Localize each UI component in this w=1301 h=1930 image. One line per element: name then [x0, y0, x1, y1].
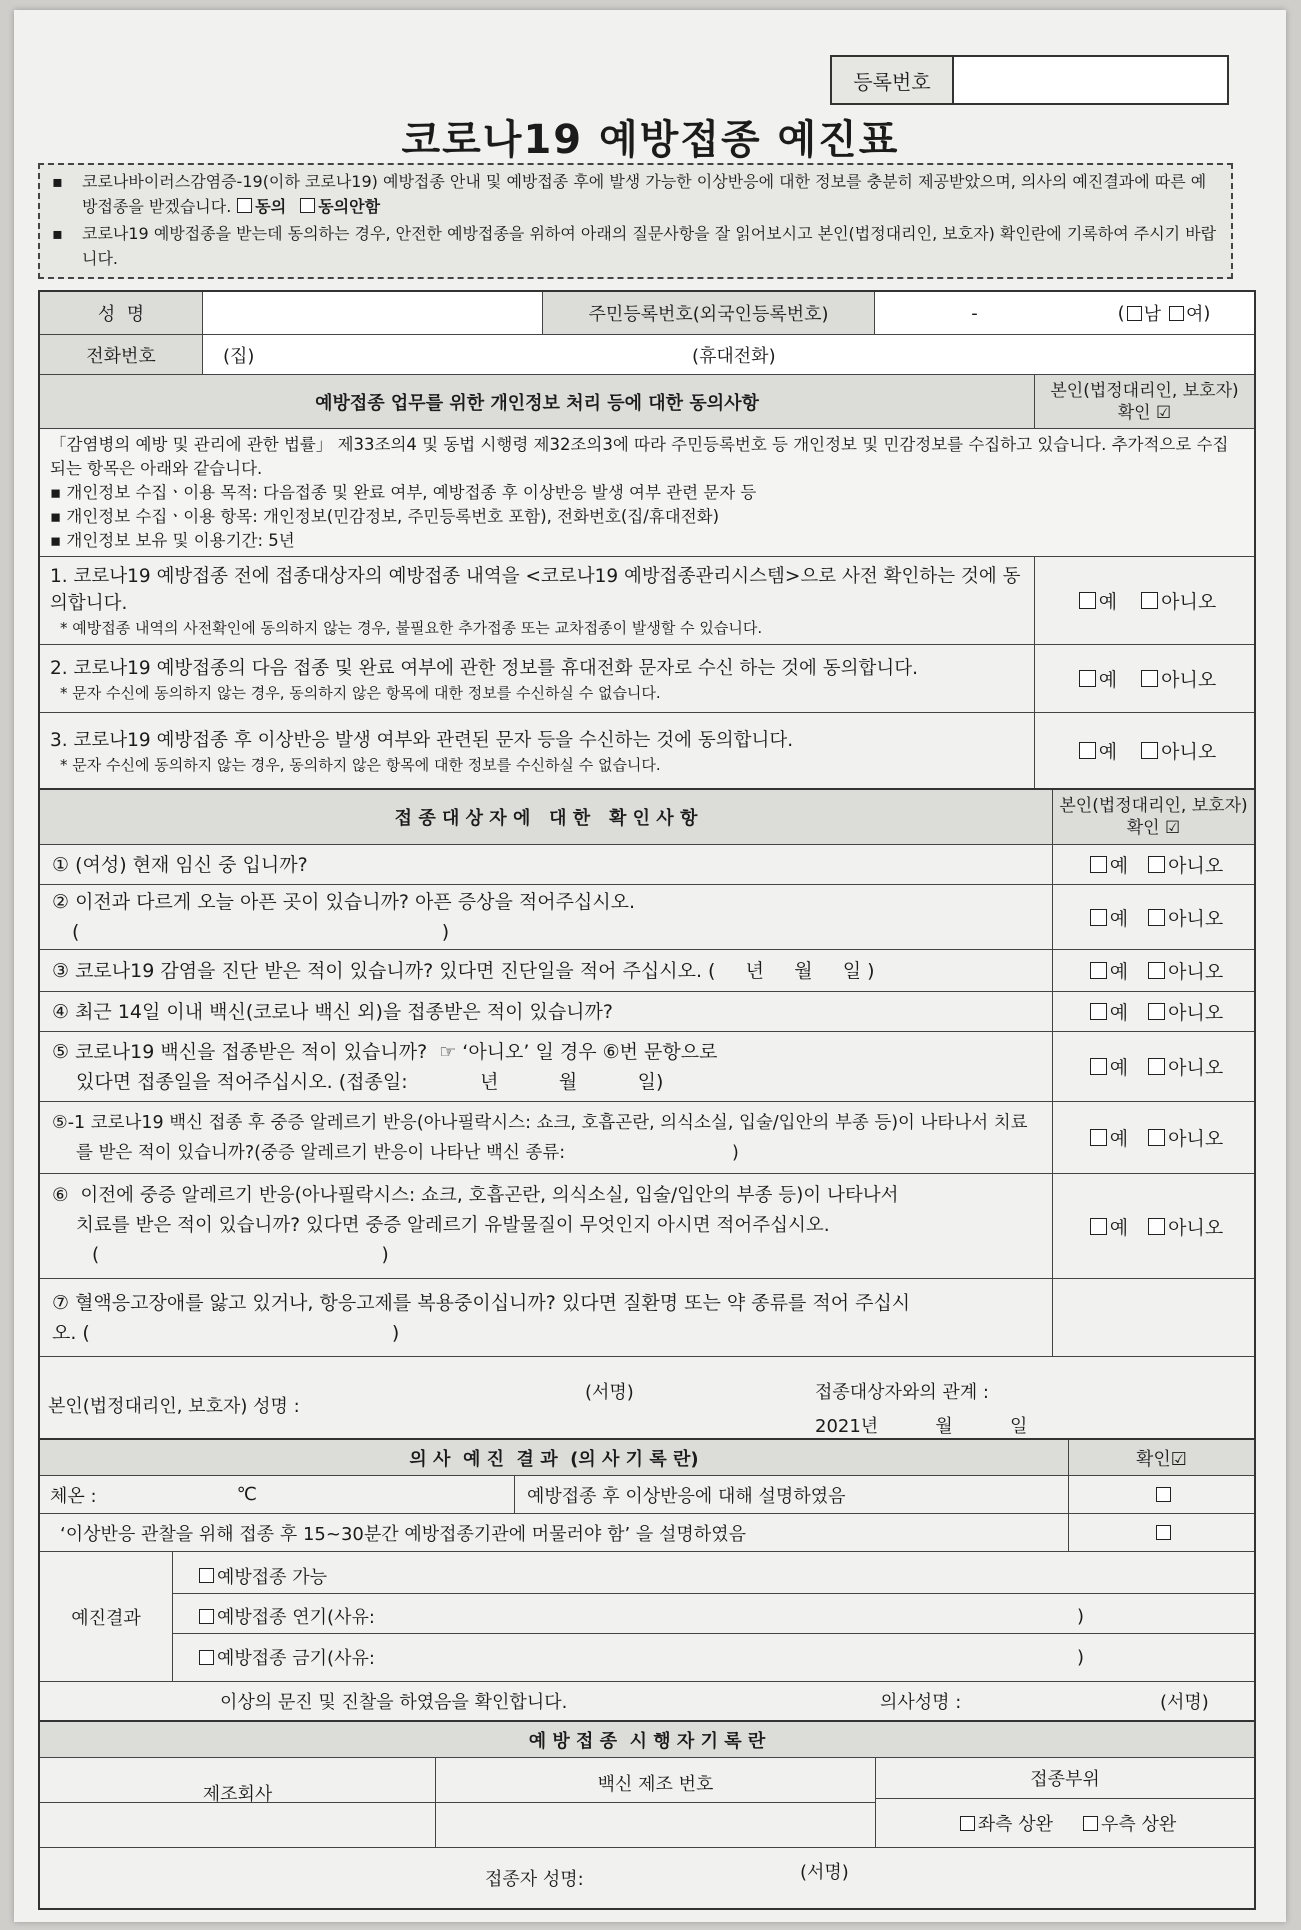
explain-2-row	[40, 1514, 1254, 1552]
target-check-frame	[38, 790, 1256, 1450]
option-postpone-checkbox[interactable]	[199, 1609, 214, 1624]
consent-2-yes-checkbox[interactable]	[1079, 670, 1096, 687]
consent-question-2: 2. 코로나19 예방접종의 다음 접종 및 완료 여부에 관한 정보를 휴대전화 문자로 수신 하는 것에 동의합니다.	[50, 657, 918, 679]
check-5-1-no-checkbox[interactable]	[1148, 1129, 1165, 1146]
consent-1-no-checkbox[interactable]	[1141, 592, 1158, 609]
agree-checkbox[interactable]	[237, 198, 252, 213]
consent-header-row	[40, 375, 1254, 429]
site-cell	[875, 1758, 1254, 1847]
consent-note-1: * 예방접종 내역의 사전확인에 동의하지 않는 경우, 불필요한 추가접종 또는 교차접종이 발생할 수 있습니다.	[50, 617, 762, 638]
right-arm-checkbox[interactable]	[1083, 1816, 1098, 1831]
check-4-yes-checkbox[interactable]	[1090, 1003, 1107, 1020]
rrn-field[interactable]	[874, 292, 1074, 334]
doctor-frame	[38, 1438, 1256, 1722]
check-item-4	[40, 992, 1254, 1032]
explain-2-checkbox-cell	[1068, 1514, 1254, 1551]
notice-line-1: ▪ 코로나바이러스감염증-19(이하 코로나19) 예방접종 안내 및 예방접종 후에 발생 가능한 이상반응에 대한 정보를 충분히 제공받았으며, 의사의 예진결과에 따른 예방접종을 받겠습니다. 동의 동의안함	[52, 169, 1221, 219]
left-arm-checkbox[interactable]	[960, 1816, 975, 1831]
check-question-7: ⑦ 혈액응고장애를 앓고 있거나, 항응고제를 복용중이십니까? 있다면 질환명 또는 약 종류를 적어 주십시	[52, 1291, 911, 1314]
result-label: 예진결과	[71, 1607, 141, 1629]
check-3-yes-checkbox[interactable]	[1090, 962, 1107, 979]
consent-2-no-checkbox[interactable]	[1141, 670, 1158, 687]
check-question-5-1-cont: 를 받은 적이 있습니까?(중증 알레르기 반응이 나타난 백신 종류: )	[76, 1142, 739, 1163]
maker-label: 제조회사	[202, 1784, 273, 1805]
check-item-3	[40, 950, 1254, 992]
sign-date: 2021년 월 일	[815, 1416, 1028, 1437]
name-field[interactable]	[202, 292, 542, 334]
check-answer-3: 예 아니오	[1052, 950, 1254, 991]
consent-question-1: 1. 코로나19 예방접종 전에 접종대상자의 예방접종 내역을 <코로나19 예방접종관리시스템>으로 사전 확인하는 것에 동의합니다.	[50, 566, 1021, 614]
notice-box	[38, 163, 1233, 279]
consent-answer-2: 예 아니오	[1034, 645, 1254, 712]
home-phone-field[interactable]: (집)	[202, 335, 642, 374]
rrn-label: 주민등록번호(외국인등록번호)	[542, 292, 874, 334]
rrn-dash: -	[971, 302, 978, 324]
check-6-yes-checkbox[interactable]	[1090, 1218, 1107, 1235]
vaccinator-sign-field[interactable]: (서명)	[800, 1862, 849, 1883]
consent-bullet-2: ▪ 개인정보 수집ㆍ이용 항목: 개인정보(민감정보, 주민등록번호 포함), 전화번호(집/휴대전화)	[50, 507, 720, 526]
option-contraindicated[interactable]: 예방접종 금기(사유: )	[173, 1640, 1254, 1674]
check-3-no-checkbox[interactable]	[1148, 962, 1165, 979]
consent-answer-1: 예 아니오	[1034, 557, 1254, 644]
doctor-header: 의 사 예 진 결 과 (의 사 기 록 란)	[409, 1448, 699, 1470]
consent-header: 예방접종 업무를 위한 개인정보 처리 등에 대한 동의사항	[315, 392, 759, 414]
doctor-sign-row	[40, 1682, 1254, 1720]
check-2-yes-checkbox[interactable]	[1090, 909, 1107, 926]
explain-1-checkbox-cell	[1068, 1476, 1254, 1513]
site-label: 접종부위	[876, 1758, 1254, 1799]
vaccinator-sign-row	[40, 1848, 1254, 1908]
info-divider	[40, 1802, 875, 1803]
check-question-5-date: 있다면 접종일을 적어주십시오. (접종일: 년 월 일)	[76, 1070, 664, 1093]
doctor-statement: 이상의 문진 및 진찰을 하였음을 확인합니다.	[220, 1692, 568, 1713]
option-contra-checkbox[interactable]	[199, 1650, 214, 1665]
result-block	[40, 1552, 1254, 1682]
consent-bullet-3: ▪ 개인정보 보유 및 이용기간: 5년	[50, 531, 295, 550]
vaccinator-header-row	[40, 1722, 1254, 1758]
consent-bullet-1: ▪ 개인정보 수집ㆍ이용 목적: 다음접종 및 완료 여부, 예방접종 후 이상반응 발생 여부 관련 문자 등	[50, 483, 757, 502]
consent-3-no-checkbox[interactable]	[1141, 742, 1158, 759]
explain-2-checkbox[interactable]	[1156, 1525, 1171, 1540]
check-answer-2-blank[interactable]: ( )	[72, 921, 450, 943]
registration-field[interactable]	[954, 57, 1227, 103]
female-checkbox[interactable]	[1169, 306, 1184, 321]
check-question-4: ④ 최근 14일 이내 백신(코로나 백신 외)을 접종받은 적이 있습니까?	[52, 1000, 613, 1023]
guardian-sign-label: 본인(법정대리인, 보호자) 성명 :	[48, 1396, 300, 1417]
phone-row	[40, 335, 1254, 375]
doctor-sign-label: 의사성명 :	[880, 1692, 962, 1713]
check-question-6: ⑥ 이전에 중증 알레르기 반응(아나필락시스: 쇼크, 호흡곤란, 의식소실, 입술/입안의 부종 등)이 나타나서	[52, 1185, 899, 1206]
check-answer-5: 예 아니오	[1052, 1032, 1254, 1101]
vaccinator-frame	[38, 1720, 1256, 1910]
vaccine-info-row	[40, 1758, 1254, 1848]
info-consent-frame	[38, 290, 1256, 790]
check-header: 접 종 대 상 자 에 대 한 확 인 사 항	[394, 808, 698, 829]
check-question-6-cont: 치료를 받은 적이 있습니까? 있다면 중증 알레르기 유발물질이 무엇인지 아시면 적어주십시오.	[76, 1215, 830, 1236]
option-possible-checkbox[interactable]	[199, 1568, 214, 1583]
consent-3-yes-checkbox[interactable]	[1079, 742, 1096, 759]
vaccinator-header: 예 방 접 종 시 행 자 기 록 란	[528, 1730, 766, 1752]
male-checkbox[interactable]	[1127, 306, 1142, 321]
consent-confirm-label: 본인(법정대리인, 보호자) 확인 ☑	[1034, 375, 1254, 428]
check-confirm-label: 본인(법정대리인, 보호자) 확인 ☑	[1052, 790, 1254, 844]
disagree-checkbox[interactable]	[300, 198, 315, 213]
consent-1-yes-checkbox[interactable]	[1079, 592, 1096, 609]
consent-law-block	[40, 429, 1254, 557]
check-item-5-1	[40, 1102, 1254, 1174]
consent-answer-3: 예 아니오	[1034, 713, 1254, 788]
check-item-6	[40, 1174, 1254, 1279]
consent-item-3	[40, 713, 1254, 788]
check-4-no-checkbox[interactable]	[1148, 1003, 1165, 1020]
check-item-2	[40, 885, 1254, 950]
lot-label: 백신 제조 번호	[435, 1758, 875, 1847]
notice-line-2: ▪ 코로나19 예방접종을 받는데 동의하는 경우, 안전한 예방접종을 위하여 아래의 질문사항을 잘 읽어보시고 본인(법정대리인, 보호자) 확인란에 기록하여 주시기 바랍니다.	[52, 221, 1221, 271]
check-item-1	[40, 845, 1254, 885]
temp-unit: ℃	[236, 1484, 257, 1505]
consent-law-text: 「감염병의 예방 및 관리에 관한 법률」 제33조의4 및 동법 시행령 제32조의3에 따라 주민등록번호 등 개인정보 및 민감정보를 수집하고 있습니다. 추가적으로 수집되는 항목은 아래와 같습니다.	[50, 435, 1229, 478]
check-1-no-checkbox[interactable]	[1148, 856, 1165, 873]
check-answer-7-blank[interactable]: 오. ( )	[52, 1321, 400, 1344]
temp-cell[interactable]	[50, 1476, 520, 1513]
name-row	[40, 292, 1254, 335]
name-label: 성 명	[40, 292, 202, 334]
check-header-row	[40, 790, 1254, 845]
check-answer-2: 예 아니오	[1052, 885, 1254, 949]
check-5-1-yes-checkbox[interactable]	[1090, 1129, 1107, 1146]
consent-note-2: * 문자 수신에 동의하지 않는 경우, 동의하지 않은 항목에 대한 정보를 수신하실 수 없습니다.	[50, 682, 661, 703]
temp-row	[40, 1476, 1254, 1514]
doctor-confirm-label: 확인☑	[1068, 1440, 1254, 1475]
explain-1-checkbox[interactable]	[1156, 1487, 1171, 1502]
check-item-5	[40, 1032, 1254, 1102]
consent-note-3: * 문자 수신에 동의하지 않는 경우, 동의하지 않은 항목에 대한 정보를 수신하실 수 없습니다.	[50, 754, 661, 775]
gender-select: ( 남 여 )	[1074, 292, 1254, 334]
site-options: 좌측 상완 우측 상완	[876, 1799, 1254, 1847]
check-question-5: ⑤ 코로나19 백신을 접종받은 적이 있습니까? ☞ ‘아니오’ 일 경우 ⑥번 문항으로	[52, 1040, 718, 1063]
explain-2-label: ‘이상반응 관찰을 위해 접종 후 15~30분간 예방접종기관에 머물러야 함’ 을 설명하였음	[60, 1523, 746, 1545]
check-1-yes-checkbox[interactable]	[1090, 856, 1107, 873]
mobile-phone-field[interactable]: (휴대전화)	[642, 335, 1254, 374]
check-answer-7-empty	[1052, 1279, 1254, 1356]
consent-item-1	[40, 557, 1254, 645]
relation-label: 접종대상자와의 관계 :	[815, 1382, 989, 1403]
check-question-3: ③ 코로나19 감염을 진단 받은 적이 있습니까? 있다면 진단일을 적어 주십시오. ( 년 월 일 )	[52, 959, 875, 982]
check-question-1: ① (여성) 현재 임신 중 입니까?	[52, 853, 308, 876]
consent-item-2	[40, 645, 1254, 713]
check-item-7	[40, 1279, 1254, 1357]
consent-question-3: 3. 코로나19 예방접종 후 이상반응 발생 여부와 관련된 문자 등을 수신하는 것에 동의합니다.	[50, 729, 794, 751]
check-answer-1: 예 아니오	[1052, 845, 1254, 884]
check-6-no-checkbox[interactable]	[1148, 1218, 1165, 1235]
phone-label: 전화번호	[40, 335, 202, 374]
check-answer-6: 예 아니오	[1052, 1174, 1254, 1278]
check-5-no-checkbox[interactable]	[1148, 1058, 1165, 1075]
explain-1-label: 예방접종 후 이상반응에 대해 설명하였음	[514, 1476, 1068, 1513]
registration-label: 등록번호	[832, 57, 954, 103]
signature-row	[40, 1357, 1254, 1450]
form-title: 코로나19 예방접종 예진표	[401, 117, 900, 163]
check-answer-5-1: 예 아니오	[1052, 1102, 1254, 1173]
check-question-2: ② 이전과 다르게 오늘 아픈 곳이 있습니까? 아픈 증상을 적어주십시오.	[52, 891, 636, 913]
temp-label: 체온 :	[50, 1485, 97, 1507]
check-2-no-checkbox[interactable]	[1148, 909, 1165, 926]
check-answer-4: 예 아니오	[1052, 992, 1254, 1031]
check-answer-6-blank[interactable]: ( )	[92, 1245, 389, 1266]
option-postpone[interactable]: 예방접종 연기(사유: )	[173, 1599, 1254, 1634]
option-possible[interactable]: 예방접종 가능	[173, 1559, 1254, 1594]
doctor-header-row	[40, 1440, 1254, 1476]
guardian-sign-field[interactable]: (서명)	[585, 1382, 634, 1403]
check-question-5-1: ⑤-1 코로나19 백신 접종 후 중증 알레르기 반응(아나필락시스: 쇼크, 호흡곤란, 의식소실, 입술/입안의 부종 등)이 나타나서 치료	[52, 1112, 1028, 1133]
registration-box	[830, 55, 1229, 105]
result-options	[172, 1552, 1254, 1681]
doctor-sign-field[interactable]: (서명)	[1160, 1692, 1209, 1713]
vaccinator-name-label: 접종자 성명:	[485, 1869, 584, 1890]
check-5-yes-checkbox[interactable]	[1090, 1058, 1107, 1075]
